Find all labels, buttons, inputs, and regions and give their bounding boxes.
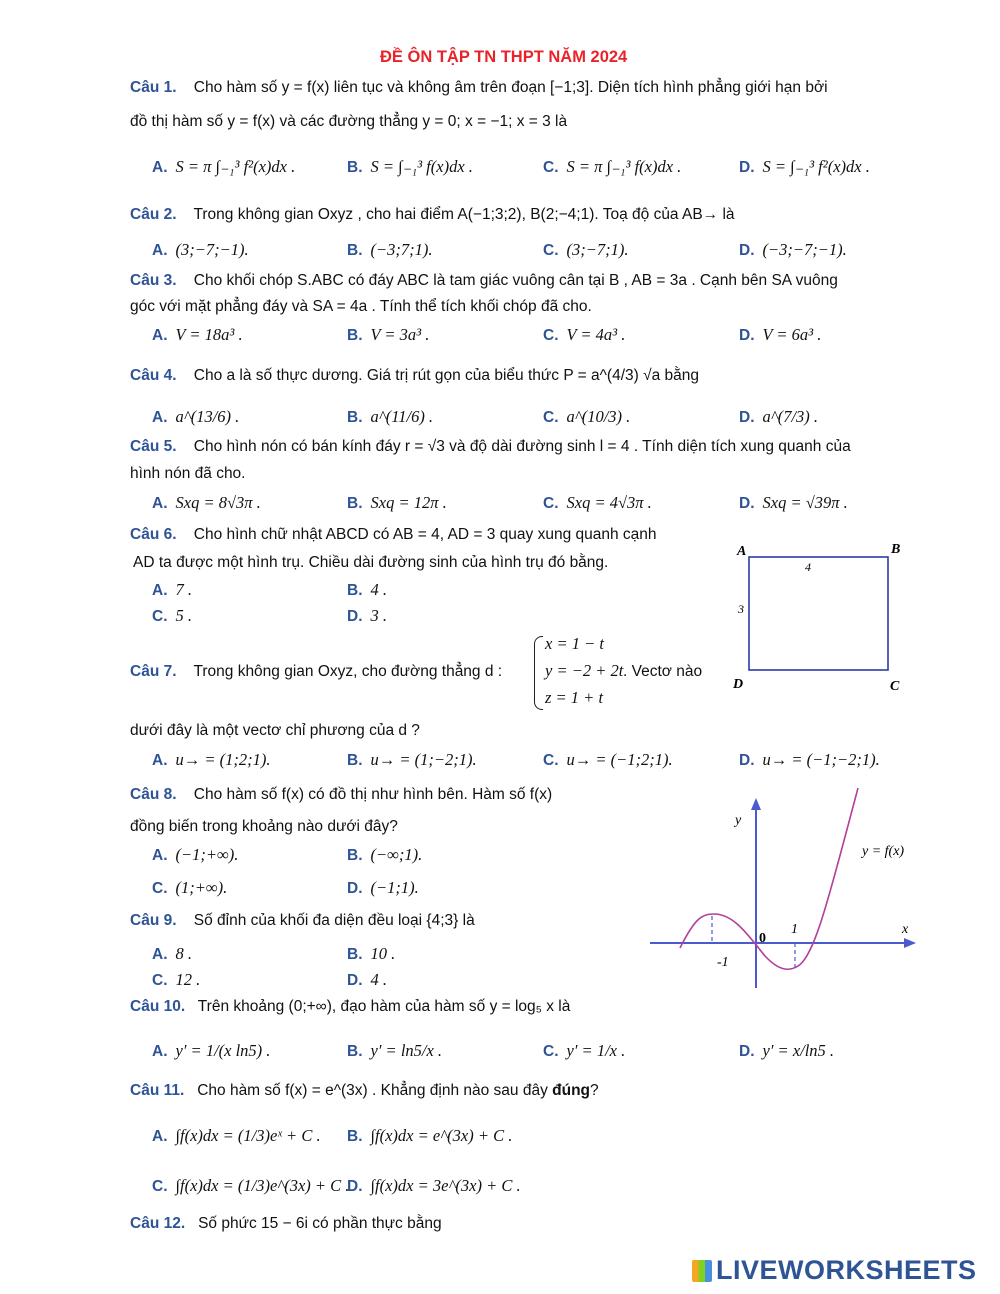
question-label: Câu 4.	[130, 367, 177, 384]
question-label: Câu 9.	[130, 912, 177, 929]
option-c[interactable]: C. (3;−7;1).	[543, 240, 629, 259]
question-6	[130, 526, 657, 544]
function-graph	[640, 788, 930, 993]
question-emphasis: đúng	[552, 1082, 591, 1099]
option-c[interactable]: C. Sxq = 4√3π .	[543, 493, 652, 512]
question-text-cont: AD ta được một hình trụ. Chiều dài đường sinh của hình trụ đó bằng.	[133, 554, 609, 571]
curve-label: y = f(x)	[862, 844, 905, 859]
y-axis-label: y	[735, 813, 742, 828]
vertex-d: D	[733, 677, 744, 692]
question-text: Cho a là số thực dương. Giá trị rút gọn của biểu thức P = a^(4/3) √a bằng	[193, 367, 700, 384]
option-b[interactable]: B. 10 .	[347, 944, 396, 963]
question-2	[130, 206, 735, 224]
question-5	[130, 438, 851, 456]
origin-label: 0	[759, 931, 766, 946]
question-10	[130, 998, 570, 1016]
option-d[interactable]: D. 4 .	[347, 970, 387, 989]
option-a[interactable]: A. y′ = 1/(x ln5) .	[152, 1041, 271, 1060]
system-brace	[534, 636, 543, 710]
question-label: Câu 8.	[130, 786, 177, 803]
option-a[interactable]: A. 7 .	[152, 580, 192, 599]
option-b[interactable]: B. ∫f(x)dx = e^(3x) + C .	[347, 1126, 513, 1145]
option-d[interactable]: D. 3 .	[347, 606, 387, 625]
question-text-after: . Vectơ nào	[623, 663, 703, 680]
question-text: Số phức 15 − 6i có phần thực bằng	[198, 1215, 442, 1232]
question-text-cont: đồ thị hàm số y = f(x) và các đường thẳng y = 0; x = −1; x = 3 là	[130, 113, 568, 130]
question-4	[130, 367, 699, 385]
system-line-1: x = 1 − t	[545, 634, 604, 653]
x-axis-arrow-icon	[904, 938, 916, 948]
question-label: Câu 11.	[130, 1082, 185, 1099]
question-text-cont: đồng biến trong khoảng nào dưới đây?	[130, 818, 398, 835]
option-c[interactable]: C. u→ = (−1;2;1).	[543, 750, 673, 769]
option-c[interactable]: C. y′ = 1/x .	[543, 1041, 626, 1060]
question-7	[130, 663, 502, 681]
logo-text: LIVEWORKSHEETS	[716, 1255, 977, 1285]
option-a[interactable]: A. u→ = (1;2;1).	[152, 750, 271, 769]
option-b[interactable]: B. a^(11/6) .	[347, 407, 434, 426]
option-d[interactable]: D. V = 6a³ .	[739, 325, 822, 344]
question-label: Câu 1.	[130, 79, 177, 96]
question-text-end: ?	[590, 1082, 599, 1099]
question-8	[130, 786, 552, 804]
rectangle-figure	[728, 538, 918, 698]
question-label: Câu 6.	[130, 526, 177, 543]
question-text: Cho hàm số f(x) có đồ thị như hình bên. Hàm số f(x)	[193, 786, 553, 803]
question-label: Câu 2.	[130, 206, 177, 223]
question-1	[130, 79, 828, 97]
option-c[interactable]: C. V = 4a³ .	[543, 325, 626, 344]
question-text: Trên khoảng (0;+∞), đạo hàm của hàm số y = log₅ x là	[197, 998, 571, 1015]
question-text: Trong không gian Oxyz , cho hai điểm A(−1;3;2), B(2;−4;1). Toạ độ của AB→ là	[193, 206, 735, 223]
side-ad-length: 3	[738, 602, 744, 616]
option-d[interactable]: D. S = ∫₋₁³ f²(x)dx .	[739, 157, 870, 176]
question-text-cont: hình nón đã cho.	[130, 465, 246, 482]
tick-label-1: 1	[791, 922, 798, 937]
system-line-3: z = 1 + t	[545, 688, 604, 707]
option-a[interactable]: A. Sxq = 8√3π .	[152, 493, 261, 512]
option-d[interactable]: D. y′ = x/ln5 .	[739, 1041, 835, 1060]
question-label: Câu 5.	[130, 438, 177, 455]
x-axis-label: x	[902, 922, 909, 937]
system-line-2: y = −2 + 2t	[545, 661, 624, 680]
question-text: Số đỉnh của khối đa diện đều loại {4;3} là	[193, 912, 475, 929]
option-a[interactable]: A. (3;−7;−1).	[152, 240, 249, 259]
option-d[interactable]: D. ∫f(x)dx = 3e^(3x) + C .	[347, 1176, 521, 1195]
rectangle-abcd	[749, 557, 888, 670]
question-text: Cho hàm số f(x) = e^(3x) . Khẳng định nào sau đây	[197, 1082, 548, 1099]
question-text: Cho hình chữ nhật ABCD có AB = 4, AD = 3 quay xung quanh cạnh	[193, 526, 657, 543]
option-c[interactable]: C. 12 .	[152, 970, 201, 989]
liveworksheets-logo	[692, 1255, 977, 1286]
option-c[interactable]: C. S = π ∫₋₁³ f(x)dx .	[543, 157, 682, 176]
option-a[interactable]: A. (−1;+∞).	[152, 845, 239, 864]
option-c[interactable]: C. 5 .	[152, 606, 192, 625]
page-title: ĐỀ ÔN TẬP TN THPT NĂM 2024	[380, 48, 628, 66]
logo-icon	[692, 1260, 712, 1282]
option-a[interactable]: A. ∫f(x)dx = (1/3)eˣ + C .	[152, 1126, 321, 1145]
vertex-b: B	[891, 542, 901, 557]
option-b[interactable]: B. (−3;7;1).	[347, 240, 433, 259]
option-b[interactable]: B. (−∞;1).	[347, 845, 423, 864]
option-a[interactable]: A. 8 .	[152, 944, 192, 963]
option-b[interactable]: B. y′ = ln5/x .	[347, 1041, 443, 1060]
option-b[interactable]: B. S = ∫₋₁³ f(x)dx .	[347, 157, 473, 176]
option-b[interactable]: B. Sxq = 12π .	[347, 493, 447, 512]
option-c[interactable]: C. (1;+∞).	[152, 878, 228, 897]
question-label: Câu 12.	[130, 1215, 186, 1232]
option-a[interactable]: A. S = π ∫₋₁³ f²(x)dx .	[152, 157, 296, 176]
option-b[interactable]: B. 4 .	[347, 580, 387, 599]
question-12	[130, 1215, 442, 1233]
question-text: Cho hình nón có bán kính đáy r = √3 và độ dài đường sinh l = 4 . Tính diện tích xung quanh của	[193, 438, 851, 455]
question-label: Câu 7.	[130, 663, 177, 680]
question-label: Câu 3.	[130, 272, 177, 289]
question-9	[130, 912, 475, 930]
question-text-cont: dưới đây là một vectơ chỉ phương của d ?	[130, 722, 420, 739]
option-d[interactable]: D. a^(7/3) .	[739, 407, 819, 426]
question-label: Câu 10.	[130, 998, 186, 1015]
option-a[interactable]: A. a^(13/6) .	[152, 407, 240, 426]
question-text: Cho hàm số y = f(x) liên tục và không âm trên đoạn [−1;3]. Diện tích hình phẳng giới hạn bởi	[193, 79, 828, 96]
option-c[interactable]: C. ∫f(x)dx = (1/3)e^(3x) + C .	[152, 1176, 350, 1195]
option-d[interactable]: D. Sxq = √39π .	[739, 493, 848, 512]
option-d[interactable]: D. u→ = (−1;−2;1).	[739, 750, 880, 769]
vertex-c: C	[890, 679, 900, 694]
y-axis-arrow-icon	[751, 798, 761, 810]
question-11	[130, 1082, 599, 1100]
option-b[interactable]: B. u→ = (1;−2;1).	[347, 750, 477, 769]
option-a[interactable]: A. V = 18a³ .	[152, 325, 243, 344]
side-ab-length: 4	[805, 560, 811, 574]
vertex-a: A	[737, 544, 747, 559]
option-d[interactable]: D. (−1;1).	[347, 878, 419, 897]
question-text-cont: góc với mặt phẳng đáy và SA = 4a . Tính thể tích khối chóp đã cho.	[130, 298, 592, 315]
option-b[interactable]: B. V = 3a³ .	[347, 325, 430, 344]
question-text: Trong không gian Oxyz, cho đường thẳng d :	[193, 663, 503, 680]
question-text: Cho khối chóp S.ABC có đáy ABC là tam giác vuông cân tại B , AB = 3a . Cạnh bên SA vuông	[193, 272, 838, 289]
option-c[interactable]: C. a^(10/3) .	[543, 407, 631, 426]
question-3	[130, 272, 838, 290]
tick-label-neg1: -1	[717, 955, 729, 970]
option-d[interactable]: D. (−3;−7;−1).	[739, 240, 847, 259]
